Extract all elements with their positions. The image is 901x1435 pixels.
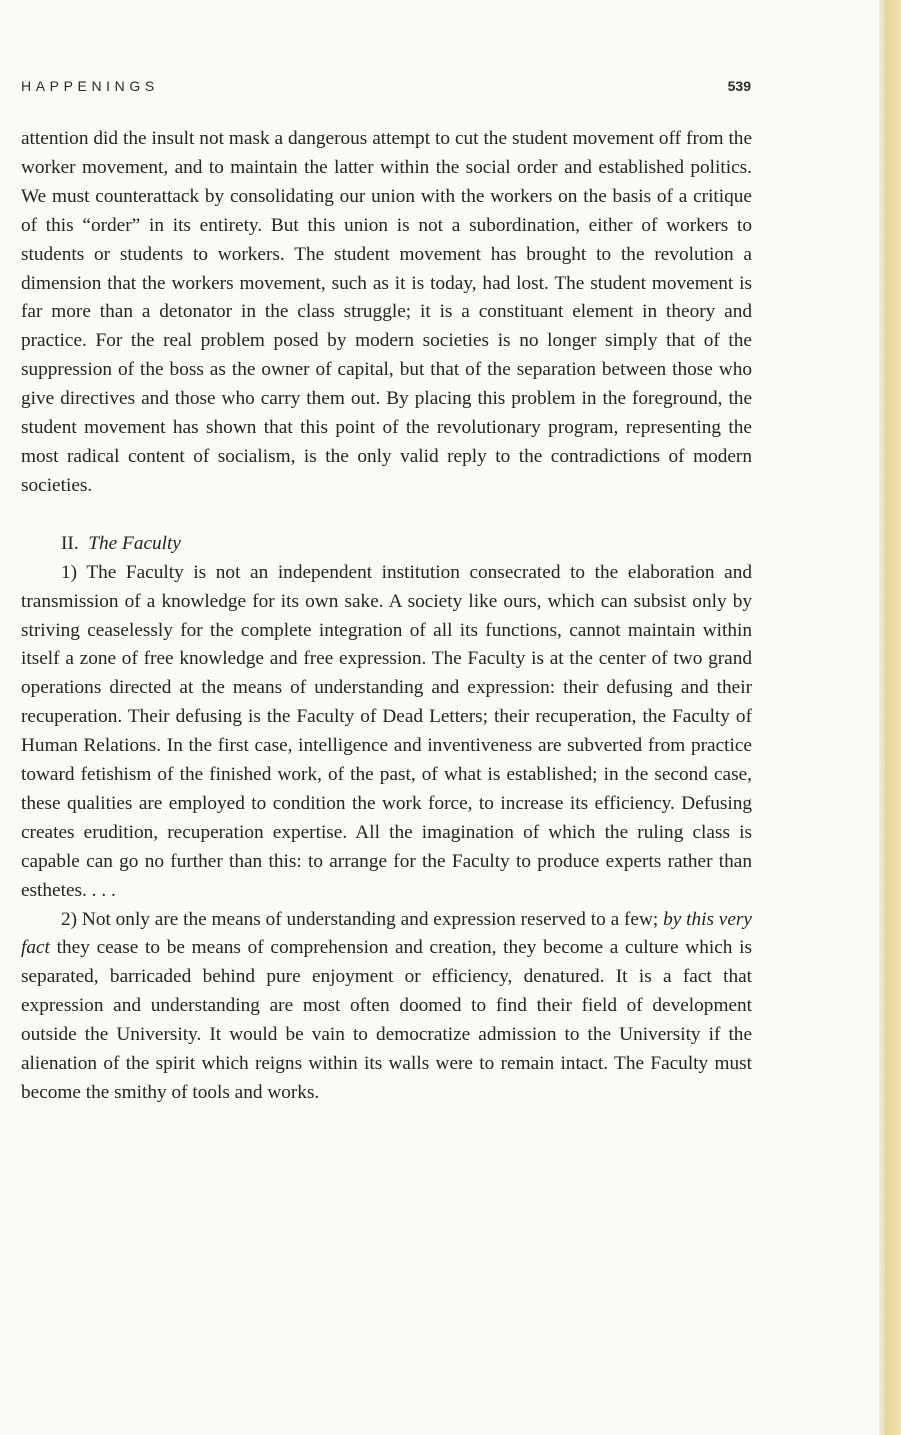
section-title: The Faculty: [88, 532, 181, 554]
page-number: 539: [727, 78, 751, 94]
paragraph-faculty-2-start: 2) Not only are the means of understanding and expression reserved to a few;: [61, 908, 664, 930]
paragraph-continued: attention did the insult not mask a dangerous attempt to cut the student movement off from the worker movement, and to maintain the latter within the social order and established politics. We must counterattack by consolidating our union with the workers on the basis of a critique of this “order” in its entirety. But this union is not a subordination, either of workers to students or students to workers. The student movement has brought to the revolution a dimension that the workers movement, such as it is today, had lost. The student movement is far more than a detonator in the class struggle; it is a constituant element in theory and practice. For the real problem posed by modern societies is no longer simply that of the suppression of the boss as the owner of capital, but that of the separation between those who give directives and those who carry them out. By placing this problem in the foreground, the student movement has shown that this point of the revolutionary program, representing the most radical content of socialism, is the only valid reply to the contradictions of modern societies.: [21, 128, 752, 496]
paragraph-faculty-2-rest: they cease to be means of comprehension and creation, they become a culture which is separated, barricaded behind pure enjoyment or efficiency, denatured. It is a fact that expression and understanding are most often doomed to find their field of development outside the University. It would be vain to democratize admission to the University if the alienation of the spirit which reigns within its walls were to remain intact. The Faculty must become the smithy of tools and works.: [21, 937, 752, 1103]
running-title: HAPPENINGS: [21, 78, 159, 94]
section-heading: [21, 530, 752, 559]
emphasis-phrase: by this very fact: [21, 908, 752, 959]
page-edge: [879, 0, 901, 1435]
body-text: [21, 125, 752, 1108]
paragraph-faculty-2: [21, 906, 752, 1108]
section-number: II.: [61, 532, 79, 554]
running-head: [21, 78, 751, 100]
paragraph-faculty-1: 1) The Faculty is not an independent institution consecrated to the elaboration and transmission of a knowledge for its own sake. A society like ours, which can subsist only by striving ceaselessly for the complete integration of all its functions, cannot maintain within itself a zone of free knowledge and free expression. The Faculty is at the center of two grand operations directed at the means of understanding and expression: their defusing and their recuperation. Their defusing is the Faculty of Dead Letters; their recuperation, the Faculty of Human Relations. In the first case, intelligence and inventiveness are subverted from practice toward fetishism of the finished work, of the past, of what is established; in the second case, these qualities are employed to condition the work force, to increase its efficiency. Defusing creates erudition, recuperation expertise. All the imagination of which the ruling class is capable can go no further than this: to arrange for the Faculty to produce experts rather than esthetes. . . .: [21, 561, 752, 901]
